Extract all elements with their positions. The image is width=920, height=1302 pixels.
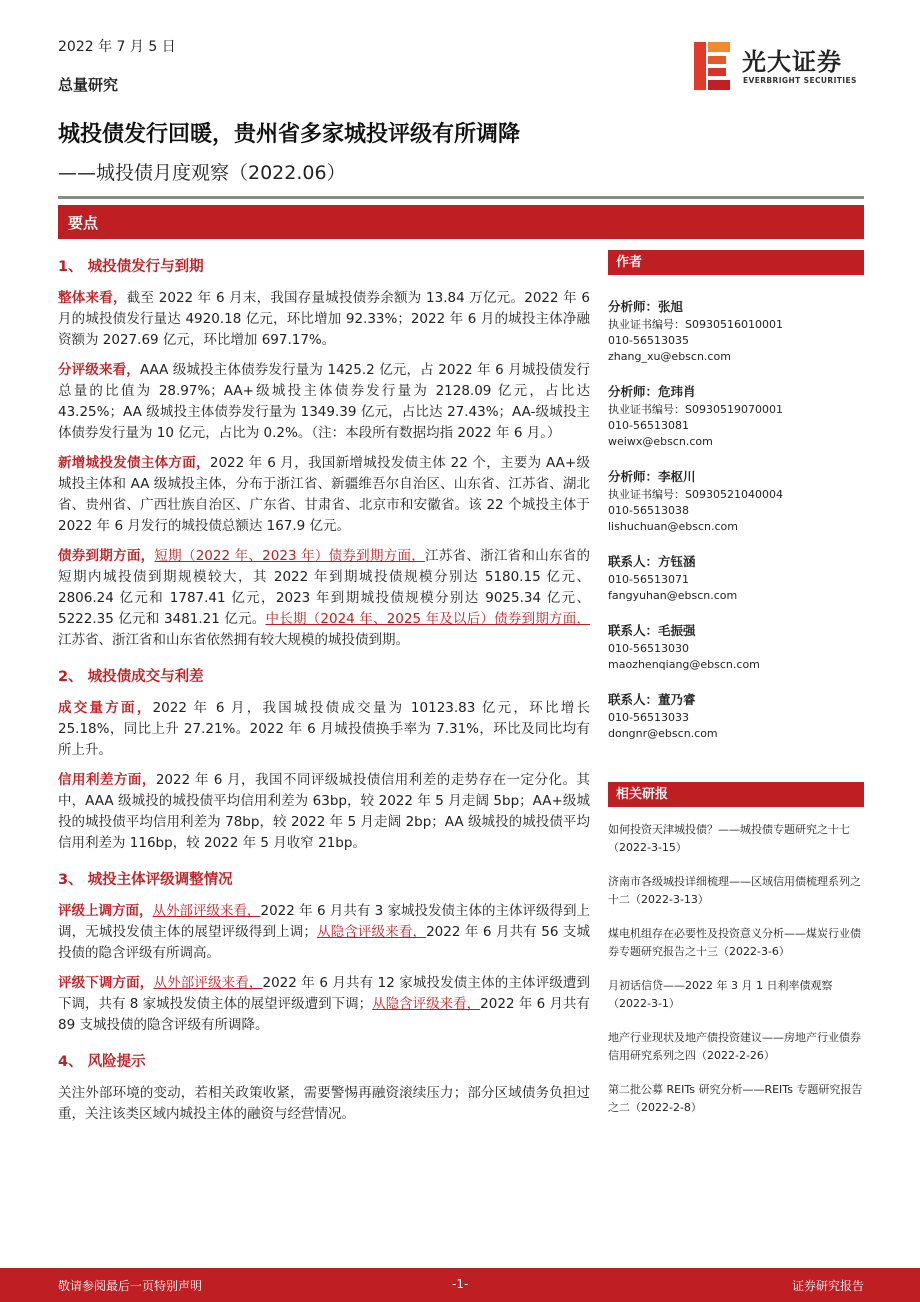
authors-list	[608, 297, 864, 742]
related-report-link[interactable]: 如何投资天津城投债？——城投债专题研究之十七（2022-3-15）	[608, 823, 850, 854]
related-reports-heading: 相关研报	[608, 782, 864, 807]
related-report-link[interactable]: 月初话信贷——2022 年 3 月 1 日利率债观察（2022-3-1）	[608, 979, 833, 1010]
author-contact-line: weiwx@ebscn.com	[608, 435, 713, 448]
author-contact-line: fangyuhan@ebscn.com	[608, 589, 738, 602]
paragraph-text: 2022 年 6 月共有 89 支城投债的隐含评级有所调降。	[58, 996, 590, 1033]
footer-report-type: 证券研究报告	[791, 1279, 864, 1293]
author-contact-line: 执业证书编号：S0930519070001	[608, 403, 783, 416]
section-heading: 4、 风险提示	[58, 1054, 146, 1070]
paragraph-text: 2022 年 6 月共有 12 家城投发债主体的主体评级遭到下调，共有 8 家城投发债主体的展望评级遭到下调；	[58, 975, 590, 1012]
author-contact-line: maozhenqiang@ebscn.com	[608, 658, 760, 671]
author-contact-line: 执业证书编号：S0930521040004	[608, 488, 783, 501]
section-heading: 3、 城投主体评级调整情况	[58, 872, 233, 888]
logo-text-en: EVERBRIGHT SECURITIES	[743, 76, 857, 85]
body-paragraph	[58, 453, 590, 537]
paragraph-lead: 债券到期方面，	[58, 548, 155, 564]
author-contact-line: 010-56513071	[608, 573, 689, 586]
paragraph-text: 2022 年 6 月，我国城投债成交量为 10123.83 亿元，环比增长 25.18%，同比上升 27.21%。2022 年 6 月城投债换手率为 7.31%，环比及同比均有所上升。	[58, 700, 590, 758]
key-points-band	[58, 205, 864, 239]
author-contact-line: dongnr@ebscn.com	[608, 727, 718, 740]
author-contact-line: 010-56513038	[608, 504, 689, 517]
sidebar	[608, 250, 864, 1133]
paragraph-highlight: 中长期（2024 年、2025 年及以后）债券到期方面，	[265, 611, 590, 627]
author-contact-line: 010-56513030	[608, 642, 689, 655]
author-contact-line: lishuchuan@ebscn.com	[608, 520, 738, 533]
body-paragraph	[58, 770, 590, 854]
body-paragraph	[58, 698, 590, 761]
related-report-link[interactable]: 济南市各级城投详细梳理——区域信用债梳理系列之十二（2022-3-13）	[608, 875, 861, 906]
paragraph-text: 江苏省、浙江省和山东省的短期内城投债到期规模较大，其 2022 年到期城投债规模分别达 5180.15 亿元、2806.24 亿元和 1787.41 亿元，2023 年到期城投债规模分别达 9025.34 亿元、5222.35 亿元和 3481.21 亿元。	[58, 548, 591, 627]
paragraph-text: AAA 级城投主体债券发行量为 1425.2 亿元，占 2022 年 6 月城投债发行总量的比值为 28.97%；AA+级城投主体债券发行量为 2128.09 亿元，占比达 43.25%；AA 级城投主体债券发行量为 1349.39 亿元，占比达 27.43%；AA-级城投主体债券发行量为 10 亿元，占比为 0.2%。（注：本段所有数据均指 2022 年 6 月。）	[58, 362, 590, 441]
section-heading: 2、 城投债成交与利差	[58, 669, 204, 685]
author-contact-line: 010-56513035	[608, 334, 689, 347]
paragraph-text: 关注外部环境的变动，若相关政策收紧，需要警惕再融资滚续压力；部分区域债务负担过重，关注该类区域内城投主体的融资与经营情况。	[58, 1085, 590, 1122]
author-name: 分析师：危玮肖	[608, 384, 696, 399]
related-report-link[interactable]: 煤电机组存在必要性及投资意义分析——煤炭行业债券专题研究报告之十三（2022-3-6）	[608, 927, 861, 958]
paragraph-lead: 评级上调方面，	[58, 903, 153, 919]
author-name: 分析师：李枢川	[608, 469, 696, 484]
author-name: 分析师：张旭	[608, 299, 684, 314]
paragraph-text: 江苏省、浙江省和山东省依然拥有较大规模的城投债到期。	[58, 632, 409, 648]
paragraph-lead: 整体来看，	[58, 290, 127, 306]
paragraph-lead: 分评级来看，	[58, 362, 140, 378]
report-title: 城投债发行回暖，贵州省多家城投评级有所调降	[58, 122, 521, 147]
author-contact-line: 010-56513081	[608, 419, 689, 432]
author-contact-line: 执业证书编号：S0930516010001	[608, 318, 783, 331]
paragraph-text: 2022 年 6 月共有 3 家城投发债主体的主体评级得到上调，无城投发债主体的展望评级得到上调；	[58, 903, 590, 940]
section-heading: 1、 城投债发行与到期	[58, 259, 204, 275]
paragraph-text: 2022 年 6 月共有 56 支城投债的隐含评级有所调高。	[58, 924, 590, 961]
title-divider	[58, 196, 864, 199]
body-paragraph	[58, 1083, 590, 1125]
key-points-label: 要点	[68, 214, 99, 232]
body-paragraph	[58, 360, 590, 444]
main-content	[58, 250, 590, 1134]
logo-text-cn: 光大证券	[742, 48, 842, 76]
body-paragraph	[58, 901, 590, 964]
author-entry	[608, 297, 864, 365]
paragraph-text: 2022 年 6 月，我国新增城投发债主体 22 个，主要为 AA+级城投主体和 AA 级城投主体，分布于浙江省、新疆维吾尔自治区、山东省、江苏省、湖北省、贵州省、广西壮族自治区、广东省、甘肃省、北京市和安徽省。该 22 个城投主体于 2022 年 6 月发行的城投债总额达 167.9 亿元。	[58, 455, 591, 534]
paragraph-lead: 新增城投发债主体方面，	[58, 455, 210, 471]
author-name: 联系人：董乃睿	[608, 692, 696, 707]
brand-logo	[694, 38, 864, 94]
authors-heading: 作者	[608, 250, 864, 275]
paragraph-text: 2022 年 6 月，我国不同评级城投债信用利差的走势存在一定分化。其中，AAA 级城投的城投债平均信用利差为 63bp，较 2022 年 5 月走阔 5bp；AA+级城投的城投债平均信用利差为 78bp，较 2022 年 5 月走阔 2bp；AA 级城投的城投债平均信用利差为 116bp，较 2022 年 5 月收窄 21bp。	[58, 772, 590, 851]
author-entry	[608, 621, 864, 673]
footer-disclaimer: 敬请参阅最后一页特别声明	[58, 1279, 203, 1293]
paragraph-lead: 评级下调方面，	[58, 975, 154, 991]
related-reports-list	[608, 821, 864, 1117]
paragraph-highlight: 从外部评级来看，	[152, 903, 261, 919]
author-entry	[608, 382, 864, 450]
everbright-logo-icon	[694, 42, 732, 90]
paragraph-lead: 成交量方面，	[58, 700, 153, 716]
author-entry	[608, 552, 864, 604]
paragraph-text: 截至 2022 年 6 月末，我国存量城投债券余额为 13.84 万亿元。2022 年 6 月的城投债发行量达 4920.18 亿元，环比增加 92.33%；2022 年 6 月的城投主体净融资额为 2027.69 亿元，环比增加 697.17%。	[58, 290, 590, 348]
paragraph-highlight: 从隐含评级来看，	[316, 924, 427, 940]
body-paragraph	[58, 546, 590, 651]
page-number: -1-	[452, 1277, 469, 1291]
report-category: 总量研究	[58, 76, 119, 94]
author-contact-line: zhang_xu@ebscn.com	[608, 350, 731, 363]
report-subtitle: ——城投债月度观察（2022.06）	[58, 162, 346, 184]
body-paragraph	[58, 288, 590, 351]
related-report-link[interactable]: 第二批公募 REITs 研究分析——REITs 专题研究报告之二（2022-2-8）	[608, 1083, 863, 1114]
paragraph-highlight: 从隐含评级来看，	[372, 996, 481, 1012]
report-date: 2022 年 7 月 5 日	[58, 39, 176, 55]
author-name: 联系人：方钰涵	[608, 554, 696, 569]
author-name: 联系人：毛振强	[608, 623, 696, 638]
related-report-link[interactable]: 地产行业现状及地产债投资建议——房地产行业债券信用研究系列之四（2022-2-26）	[608, 1031, 861, 1062]
author-entry	[608, 690, 864, 742]
author-entry	[608, 467, 864, 535]
paragraph-highlight: 短期（2022 年、2023 年）债券到期方面，	[154, 548, 426, 564]
paragraph-highlight: 从外部评级来看，	[153, 975, 263, 991]
paragraph-lead: 信用利差方面，	[58, 772, 156, 788]
author-contact-line: 010-56513033	[608, 711, 689, 724]
page-footer	[0, 1268, 920, 1302]
body-paragraph	[58, 973, 590, 1036]
